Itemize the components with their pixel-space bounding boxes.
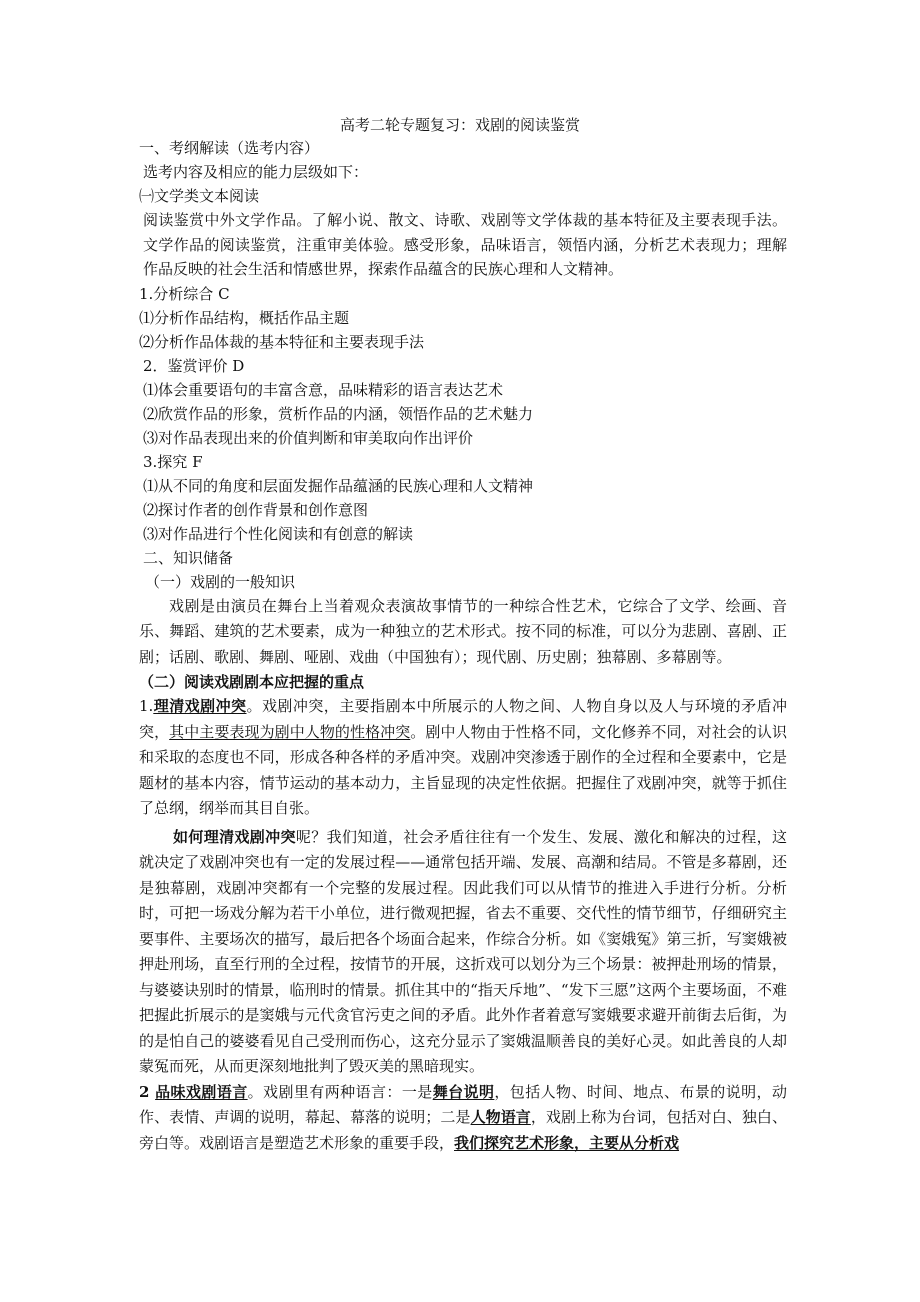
list-item: ⑴从不同的角度和层面发掘作品蕴涵的民族心理和人文精神 bbox=[143, 476, 534, 495]
level-heading: 1.分析综合 C bbox=[139, 284, 230, 303]
subsection-heading: （二）阅读戏剧剧本应把握的重点 bbox=[139, 673, 365, 691]
list-item: ⑴分析作品结构，概括作品主题 bbox=[139, 308, 350, 327]
list-item: ⑶对作品表现出来的价值判断和审美取向作出评价 bbox=[143, 428, 474, 447]
section-heading: 二、知识储备 bbox=[143, 548, 234, 567]
paragraph: 阅读鉴赏中外文学作品。了解小说、散文、诗歌、戏剧等文学体裁的基本特征及主要表现手法。文学作品的阅读鉴赏，注重审美体验。感受形象，品味语言，领悟内涵，分析艺术表现力；理解作品反映的社会生活和情感世界，探索作品蕴含的民族心理和人文精神。 bbox=[143, 211, 787, 278]
list-item: ⑵欣赏作品的形象，赏析作品的内涵，领悟作品的艺术魅力 bbox=[143, 404, 534, 423]
key-term: 如何理清戏剧冲突 bbox=[173, 827, 296, 846]
underlined-phrase: 其中主要表现为剧中人物的性格冲突 bbox=[169, 722, 411, 741]
section-heading: 一、考纲解读（选考内容） bbox=[139, 139, 320, 157]
list-item: ⑶对作品进行个性化阅读和有创意的解读 bbox=[143, 524, 414, 543]
point-number: 2 bbox=[139, 1082, 156, 1101]
paragraph: 2 品味戏剧语言。戏剧里有两种语言：一是舞台说明，包括人物、时间、地点、布景的说明，动作、表情、声调的说明，幕起、幕落的说明；二是人物语言，戏剧上称为台词，包括对白、独白、旁白等。戏剧语言是塑造艺术形象的重要手段，我们探究艺术形象，主要从分析戏 bbox=[139, 1082, 787, 1152]
key-term: 理清戏剧冲突 bbox=[153, 697, 247, 715]
subsection-heading: ㈠文学类文本阅读 bbox=[139, 187, 260, 205]
key-term: 品味戏剧语言 bbox=[155, 1082, 248, 1101]
list-item: ⑵分析作品体裁的基本特征和主要表现手法 bbox=[139, 332, 425, 351]
point-number: 1. bbox=[139, 697, 154, 715]
level-heading: 3.探究 F bbox=[143, 452, 203, 471]
list-item: ⑵探讨作者的创作背景和创作意图 bbox=[143, 500, 369, 519]
key-phrase: 我们探究艺术形象，主要从分析戏 bbox=[454, 1133, 680, 1152]
list-item: ⑴体会重要语句的丰富含意，品味精彩的语言表达艺术 bbox=[143, 380, 504, 399]
intro-line: 选考内容及相应的能力层级如下： bbox=[143, 163, 369, 181]
level-heading: 2．鉴赏评价 D bbox=[143, 356, 245, 375]
key-term: 舞台说明 bbox=[432, 1082, 495, 1101]
paragraph: 1.理清戏剧冲突。戏剧冲突，主要指剧本中所展示的人物之间、人物自身以及人与环境的矛盾冲突，其中主要表现为剧中人物的性格冲突。剧中人物由于性格不同，文化修养不同，对社会的认识和采取的态度也不同，形成各种各样的矛盾冲突。戏剧冲突渗透于剧作的全过程和全要素中，它是题材的基本内容，情节运动的基本动力，主旨显现的决定性依据。把握住了戏剧冲突，就等于抓住了总纲，纲举而其目自张。 bbox=[139, 697, 787, 817]
paragraph: 戏剧是由演员在舞台上当着观众表演故事情节的一种综合性艺术，它综合了文学、绘画、音乐、舞蹈、建筑的艺术要素，成为一种独立的艺术形式。按不同的标准，可以分为悲剧、喜剧、正剧；话剧、歌剧、舞剧、哑剧、戏曲（中国独有）；现代剧、历史剧；独幕剧、多幕剧等。 bbox=[139, 596, 787, 666]
page-title: 高考二轮专题复习：戏剧的阅读鉴赏 bbox=[339, 116, 580, 134]
paragraph: 如何理清戏剧冲突呢？我们知道，社会矛盾往往有一个发生、发展、激化和解决的过程，这就决定了戏剧冲突也有一定的发展过程——通常包括开端、发展、高潮和结局。不管是多幕剧，还是独幕剧，戏剧冲突都有一个完整的发展过程。因此我们可以从情节的推进入手进行分析。分析时，可把一场戏分解为若干小单位，进行微观把握，省去不重要、交代性的情节细节，仔细研究主要事件、主要场次的描写，最后把各个场面合起来，作综合分析。如《窦娥冤》第三折，写窦娥被押赴刑场，直至行刑的全过程，按情节的开展，这折戏可以划分为三个场景：被押赴刑场的情景，与婆婆诀别时的情景，临刑时的情景。抓住其中的“指天斥地”、“发下三愿”这两个主要场面，不难把握此折展示的是窦娥与元代贪官污吏之间的矛盾。此外作者着意写窦娥要求避开前街去后街，为的是怕自己的婆婆看见自己受刑而伤心，这充分显示了窦娥温顺善良的美好心灵。如此善良的人却蒙冤而死，从而更深刻地批判了毁灭美的黑暗现实。 bbox=[139, 827, 787, 1075]
document-body bbox=[139, 136, 787, 1156]
key-term: 人物语言 bbox=[470, 1108, 531, 1126]
subsection-heading: （一）戏剧的一般知识 bbox=[145, 572, 296, 591]
